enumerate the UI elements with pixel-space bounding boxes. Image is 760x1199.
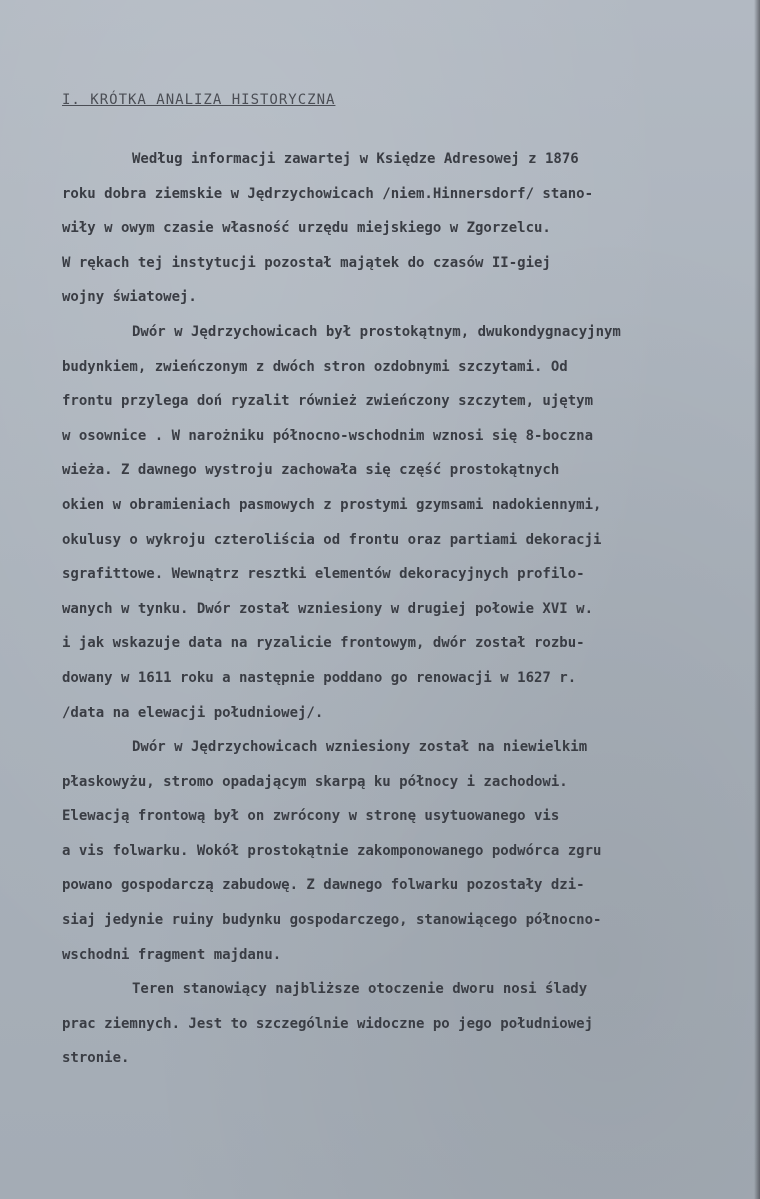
text-line: frontu przylega doń ryzalit również zwieńczony szczytem, ujętym xyxy=(62,393,594,410)
text-line: wieża. Z dawnego wystroju zachowała się część prostokątnych xyxy=(62,462,560,479)
text-line: stronie. xyxy=(62,1050,130,1067)
text-line: Elewacją frontową był on zwrócony w stronę usytuowanego vis xyxy=(62,808,560,825)
text-line: Teren stanowiący najbliższe otoczenie dworu nosi ślady xyxy=(132,981,588,998)
document-body xyxy=(62,92,754,1076)
page-edge-shadow xyxy=(754,0,760,1199)
paragraph-2 xyxy=(62,315,754,730)
text-line: płaskowyżu, stromo opadającym skarpą ku północy i zachodowi. xyxy=(62,773,568,790)
text-line: okulusy o wykroju czteroliścia od frontu oraz partiami dekoracji xyxy=(62,531,602,548)
text-line: w osownice . W narożniku północno-wschodnim wznosi się 8-boczna xyxy=(62,427,594,444)
text-line: sgrafittowe. Wewnątrz resztki elementów dekoracyjnych profilo- xyxy=(62,566,585,583)
text-line: siaj jedynie ruiny budynku gospodarczego, stanowiącego północno- xyxy=(62,912,602,929)
text-line: powano gospodarczą zabudowę. Z dawnego folwarku pozostały dzi- xyxy=(62,877,585,894)
text-line: /data na elewacji południowej/. xyxy=(62,704,324,721)
text-line: wanych w tynku. Dwór został wzniesiony w drugiej połowie XVI w. xyxy=(62,600,594,617)
text-line: Według informacji zawartej w Księdze Adresowej z 1876 xyxy=(132,151,579,167)
text-line: okien w obramieniach pasmowych z prostymi gzymsami nadokiennymi, xyxy=(62,496,602,513)
text-line: wschodni fragment majdanu. xyxy=(62,946,282,963)
text-line: wiły w owym czasie własność urzędu miejskiego w Zgorzelcu. xyxy=(62,220,551,237)
text-line: wojny światowej. xyxy=(62,289,197,306)
text-line: dowany w 1611 roku a następnie poddano go renowacji w 1627 r. xyxy=(62,669,577,686)
text-line: i jak wskazuje data na ryzalicie frontowym, dwór został rozbu- xyxy=(62,635,585,652)
paragraph-4 xyxy=(62,972,754,1076)
text-line: budynkiem, zwieńczonym z dwóch stron ozdobnymi szczytami. Od xyxy=(62,358,568,375)
paragraph-3 xyxy=(62,730,754,972)
text-line: W rękach tej instytucji pozostał majątek do czasów II-giej xyxy=(62,254,551,271)
text-line: prac ziemnych. Jest to szczególnie widoczne po jego południowej xyxy=(62,1015,594,1032)
text-line: roku dobra ziemskie w Jędrzychowicach /niem.Hinnersdorf/ stano- xyxy=(62,185,594,202)
paragraph-1 xyxy=(62,142,754,315)
text-line: Dwór w Jędrzychowicach wzniesiony został na niewielkim xyxy=(132,739,588,756)
text-line: a vis folwarku. Wokół prostokątnie zakomponowanego podwórca zgru xyxy=(62,842,602,859)
text-line: Dwór w Jędrzychowicach był prostokątnym, dwukondygnacyjnym xyxy=(132,323,621,340)
section-heading: I. KRÓTKA ANALIZA HISTORYCZNA xyxy=(62,92,336,108)
